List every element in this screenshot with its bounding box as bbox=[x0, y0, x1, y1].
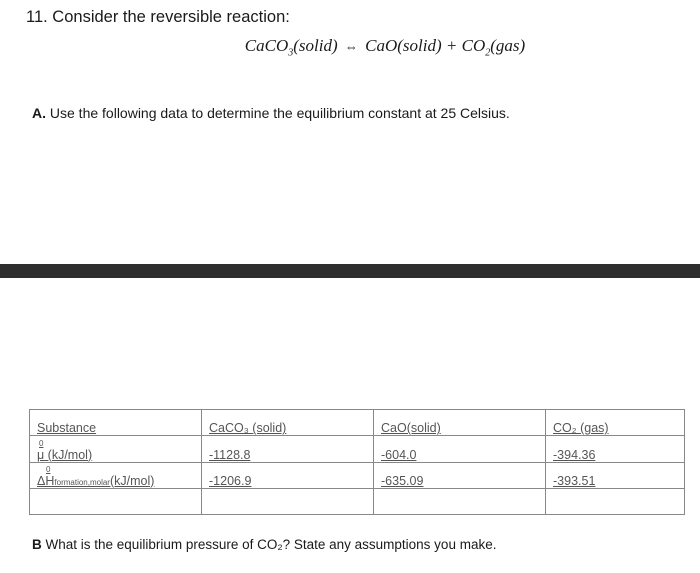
product2-state: (gas) bbox=[490, 36, 526, 55]
reactant-formula: CaCO bbox=[244, 36, 289, 55]
part-a-prompt bbox=[32, 105, 510, 121]
reversible-arrow-icon: ⇔ bbox=[344, 39, 358, 54]
table-cell bbox=[30, 488, 202, 514]
table-cell: -1206.9 bbox=[202, 462, 374, 488]
part-a-text: Use the following data to determine the equilibrium constant at 25 Celsius. bbox=[49, 105, 510, 121]
row-label-dh: ΔH 0 formation,molar(kJ/mol) bbox=[30, 462, 202, 488]
table-cell bbox=[374, 488, 546, 514]
part-b-label: B bbox=[32, 537, 42, 552]
header-cell: CaO(solid) bbox=[374, 410, 546, 436]
table-row-empty bbox=[30, 488, 685, 514]
reaction-equation bbox=[0, 36, 700, 58]
table-cell: -1128.8 bbox=[202, 436, 374, 462]
product1-formula: CaO(solid) bbox=[365, 36, 442, 55]
product2-subscript: 2 bbox=[485, 47, 491, 59]
reactant-state: (solid) bbox=[293, 36, 338, 55]
table-row bbox=[30, 462, 685, 488]
table-header-row bbox=[30, 410, 685, 436]
table-cell bbox=[202, 488, 374, 514]
table-row bbox=[30, 436, 685, 462]
reactant-subscript: 3 bbox=[288, 47, 294, 59]
header-cell: Substance bbox=[30, 410, 202, 436]
row-label-mu: μ 0 (kJ/mol) bbox=[30, 436, 202, 462]
table-cell: -394.36 bbox=[546, 436, 685, 462]
part-b-prompt bbox=[32, 537, 496, 552]
plus-sign: + bbox=[445, 36, 458, 55]
section-divider bbox=[0, 264, 700, 278]
header-cell: CO₂ (gas) bbox=[546, 410, 685, 436]
header-cell: CaCO₃ (solid) bbox=[202, 410, 374, 436]
thermo-data-table bbox=[29, 409, 685, 515]
table-cell: -393.51 bbox=[546, 462, 685, 488]
product2-formula: CO bbox=[461, 36, 486, 55]
table-cell: -635.09 bbox=[374, 462, 546, 488]
question-title: 11. Consider the reversible reaction: bbox=[26, 8, 290, 26]
table-cell: -604.0 bbox=[374, 436, 546, 462]
part-a-label: A. bbox=[32, 105, 46, 121]
part-b-text: What is the equilibrium pressure of CO₂? State any assumptions you make. bbox=[45, 537, 497, 552]
table-cell bbox=[546, 488, 685, 514]
